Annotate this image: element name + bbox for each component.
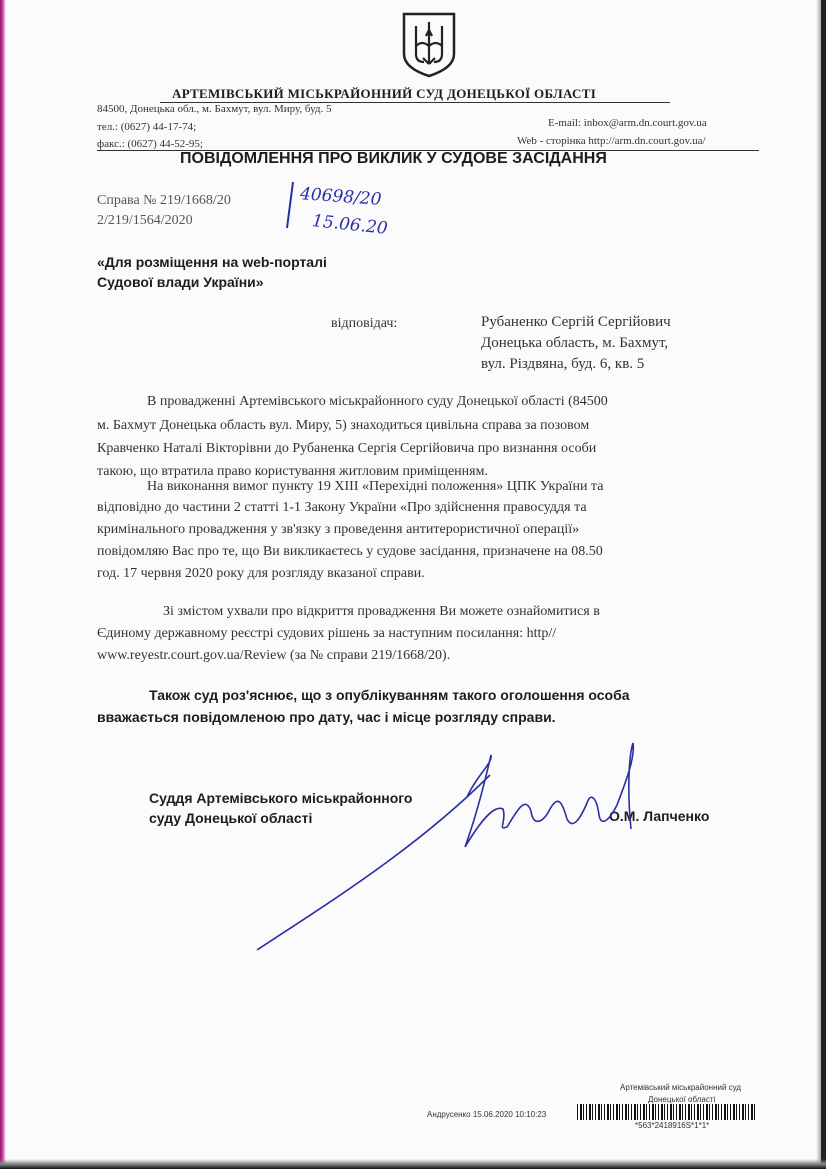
stamp-court-name: Артемівський міськрайонний суд	[620, 1083, 742, 1092]
paragraph-2-line: На виконання вимог пункту 19 ХIII «Перехідні положення» ЦПК України та	[147, 479, 604, 494]
paragraph-4-line: Також суд роз'яснює, що з опублікуванням такого оголошення особа	[149, 687, 630, 703]
paragraph-3-line: Єдиному державному реєстрі судових рішень за наступним посилання: http//	[97, 626, 557, 641]
handwritten-incoming-number: 40698/20	[299, 184, 383, 210]
paragraph-3-line: www.reyestr.court.gov.ua/Review (за № справи 219/1668/20).	[97, 648, 451, 663]
paragraph-1-line: В провадженні Артемівського міськрайонного суду Донецької області (84500	[147, 394, 608, 409]
placement-note-line1: «Для розміщення на web-порталі	[97, 254, 327, 270]
court-fax: факс.: (0627) 44-52-95;	[97, 138, 203, 150]
defendant-label: відповідач:	[331, 316, 398, 331]
court-name: АРТЕМІВСЬКИЙ МІСЬКРАЙОННИЙ СУД ДОНЕЦЬКОЇ ОБЛАСТІ	[172, 86, 597, 101]
handwritten-mark	[284, 180, 296, 230]
judge-name: О.М. Лапченко	[609, 808, 710, 824]
court-website[interactable]: Web - сторінка http://arm.dn.court.gov.ua/	[517, 135, 706, 147]
defendant-address-city: Донецька область, м. Бахмут,	[481, 335, 669, 351]
case-number: Справа № 219/1668/20	[97, 193, 231, 208]
scan-edge-right	[816, 0, 826, 1169]
scan-edge-left	[0, 0, 6, 1169]
signature-title-line2: суду Донецької області	[149, 810, 313, 826]
defendant-address-street: вул. Різдвяна, буд. 6, кв. 5	[481, 356, 645, 372]
paragraph-2-line: год. 17 червня 2020 року для розгляду вказаної справи.	[97, 566, 425, 581]
court-phone: тел.: (0627) 44-17-74;	[97, 121, 197, 133]
paragraph-1-line: м. Бахмут Донецька область вул. Миру, 5) знаходиться цивільна справа за позовом	[97, 418, 590, 433]
stamp-region: Донецької області	[648, 1095, 716, 1104]
paragraph-2-line: повідомляю Вас про те, що Ви викликаєтесь у судове засідання, призначене на 08.50	[97, 544, 603, 559]
court-email[interactable]: E-mail: inbox@arm.dn.court.gov.ua	[548, 117, 707, 129]
barcode-text: *563*2418916S*1*1*	[635, 1121, 710, 1130]
document-title: ПОВІДОМЛЕННЯ ПРО ВИКЛИК У СУДОВЕ ЗАСІДАННЯ	[180, 150, 607, 167]
defendant-name: Рубаненко Сергій Сергійович	[481, 314, 671, 330]
paragraph-4-line: вважається повідомленою про дату, час і місце розгляду справи.	[97, 709, 556, 725]
paragraph-2-line: відповідно до частини 2 статті 1-1 Закону України «Про здійснення правосуддя та	[97, 500, 587, 515]
judge-signature-icon	[245, 735, 655, 955]
proceeding-number: 2/219/1564/2020	[97, 213, 193, 228]
scan-edge-bottom	[0, 1159, 826, 1169]
coat-of-arms-icon	[400, 10, 458, 80]
paragraph-2-line: кримінального провадження у зв'язку з проведення антитерористичної операції»	[97, 522, 580, 537]
paragraph-1-line: Кравченко Наталі Вікторівни до Рубаненка Сергія Сергійовича про визнання особи	[97, 441, 597, 456]
signature-title-line1: Суддя Артемівського міськрайонного	[149, 790, 413, 806]
paragraph-1-line: такою, що втратила право користування житловим приміщенням.	[97, 464, 488, 479]
court-address: 84500, Донецька обл., м. Бахмут, вул. Миру, буд. 5	[97, 103, 332, 115]
stamp-registration: Андрусенко 15.06.2020 10:10:23	[427, 1110, 547, 1119]
handwritten-incoming-date: 15.06.20	[311, 211, 389, 239]
placement-note-line2: Судової влади України»	[97, 274, 264, 290]
paragraph-3-line: Зі змістом ухвали про відкриття провадження Ви можете ознайомитися в	[163, 604, 600, 619]
barcode-icon	[577, 1104, 757, 1120]
